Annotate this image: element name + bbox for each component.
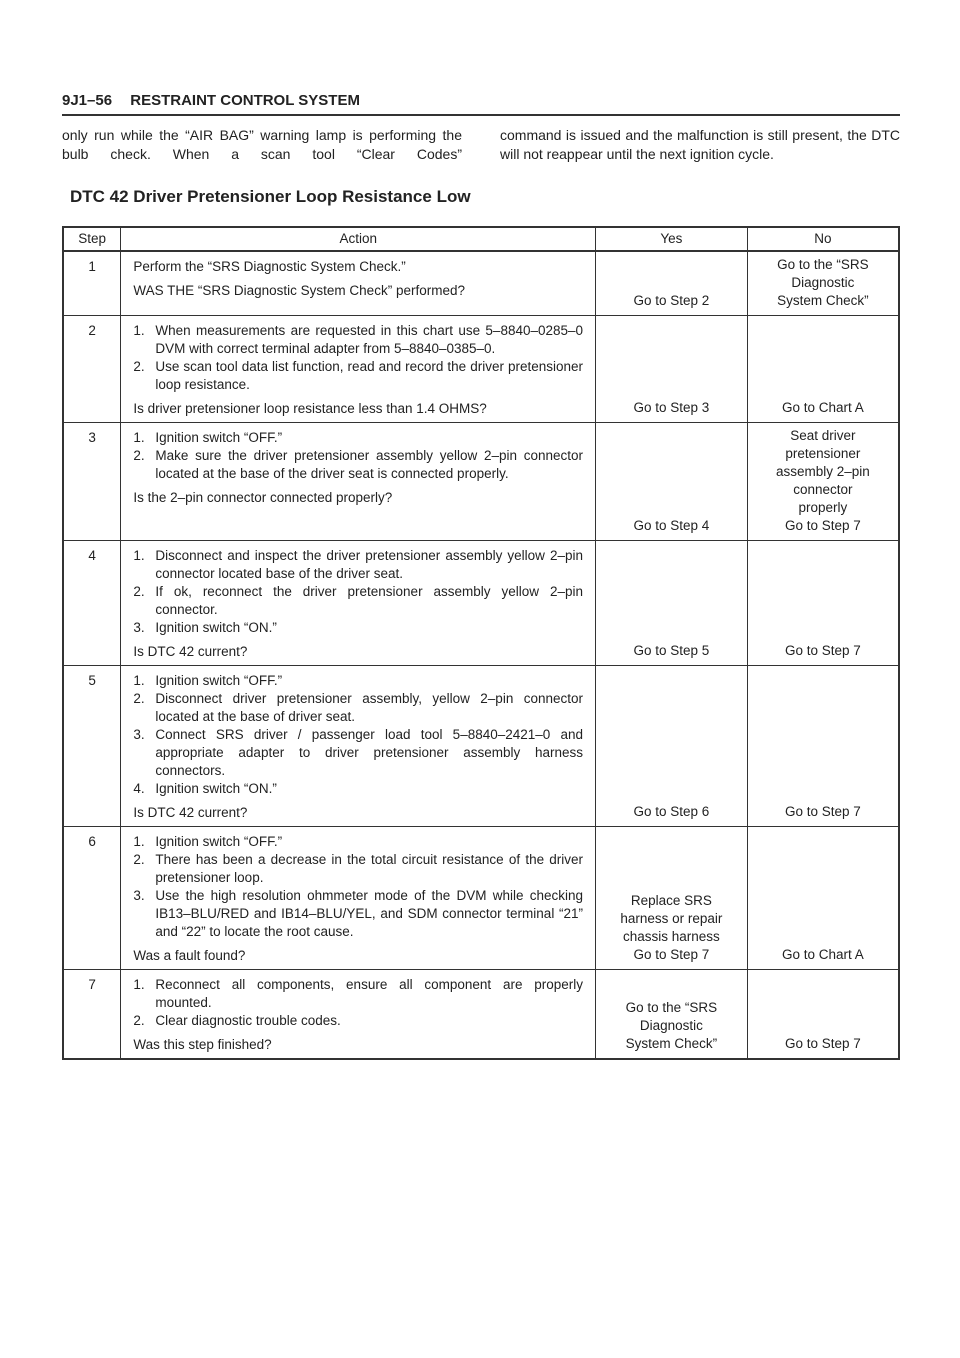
page-header [62,92,360,109]
yes-result-line: Replace SRS [630,893,712,908]
action-item-text: Make sure the driver pretensioner assembly yellow 2–pin connector located at the base of the driver seat is connected properly. [155,448,584,481]
action-item: 2. Clear diagnostic trouble codes. [133,1013,341,1028]
action-question: WAS THE “SRS Diagnostic System Check” performed? [133,283,465,298]
action-cell [121,423,596,541]
action-item: 1. When measurements are requested in this chart use 5–8840–0285–0 DVM with correct terminal adapter from 5–8840–0385–0. [133,323,584,356]
no-result-line: Seat driver [790,428,856,443]
no-result-line: Go to the “SRS [777,257,869,272]
header-no: No [747,227,899,251]
no-result-line: Go to Step 7 [784,643,861,658]
action-cell [121,316,596,423]
no-result-line: System Check” [777,293,869,308]
yes-result-line: Go to Step 3 [633,400,710,415]
yes-result-cell [596,423,748,541]
intro-text-right: command is issued and the malfunction is still present, the DTC will not reappear until the next ignition cycle. [500,127,900,162]
no-result-line: Go to Step 7 [784,518,861,533]
table-row [63,541,899,666]
step-number: 6 [63,827,121,970]
no-result-cell [747,251,899,316]
action-item: 1. Ignition switch “OFF.” [133,834,283,849]
action-item: 1. Ignition switch “OFF.” [133,673,283,688]
action-item: 2. There has been a decrease in the total circuit resistance of the driver pretensioner loop. [133,852,584,885]
yes-result-cell [596,316,748,423]
yes-result-cell [596,970,748,1060]
yes-result-cell [596,827,748,970]
table-row [63,251,899,316]
dtc-title: DTC 42 Driver Pretensioner Loop Resistance Low [70,187,471,206]
action-item-text: Disconnect driver pretensioner assembly, yellow 2–pin connector located at the base of driver seat. [155,691,584,724]
action-question: Was this step finished? [133,1037,272,1052]
header-yes: Yes [596,227,748,251]
no-result-cell [747,316,899,423]
action-item-text: Ignition switch “OFF.” [155,430,283,445]
yes-result-cell [596,666,748,827]
no-result-line: connector [793,482,853,497]
no-result-cell [747,541,899,666]
no-result-cell [747,827,899,970]
yes-result-line: Diagnostic [639,1018,703,1033]
action-question: Is driver pretensioner loop resistance less than 1.4 OHMS? [133,401,487,416]
action-item-text: Use scan tool data list function, read and record the driver pretensioner loop resistance. [155,359,584,392]
action-item: 2. If ok, reconnect the driver pretensioner assembly yellow 2–pin connector. [133,584,584,617]
no-result-line: Go to Chart A [781,400,864,415]
action-cell [121,666,596,827]
no-result-line: Go to Chart A [781,947,864,962]
action-item-text: Ignition switch “ON.” [155,620,277,635]
yes-result-line: harness or repair [620,911,723,926]
step-number: 4 [63,541,121,666]
action-item-text: Ignition switch “ON.” [155,781,277,796]
action-question: Was a fault found? [133,948,246,963]
table-row [63,666,899,827]
action-list [133,429,583,483]
yes-result-line: chassis harness [622,929,720,944]
no-result-cell [747,970,899,1060]
action-list [133,833,583,941]
action-item-text: Disconnect and inspect the driver pretensioner assembly yellow 2–pin connector located base of the driver seat. [155,548,584,581]
action-item: 3. Use the high resolution ohmmeter mode of the DVM while checking IB13–BLU/RED and IB14–BLU/YEL, and SDM connector terminal “21” and “22” to locate the root cause. [133,888,584,939]
step-number: 3 [63,423,121,541]
yes-result-line: Go to Step 6 [633,804,710,819]
no-result-line: pretensioner [785,446,861,461]
action-item: 1. Reconnect all components, ensure all component are properly mounted. [133,977,584,1010]
action-list [133,322,583,394]
action-cell [121,541,596,666]
action-text: Perform the “SRS Diagnostic System Check.” [133,259,406,274]
header-divider [62,114,900,116]
header-step: Step [63,227,121,251]
intro-text-left: only run while the “AIR BAG” warning lamp is performing the bulb check. When a scan tool “Clear Codes” [62,127,462,162]
action-item-text: If ok, reconnect the driver pretensioner assembly yellow 2–pin connector. [155,584,584,617]
no-result-line: Go to Step 7 [784,804,861,819]
step-number: 2 [63,316,121,423]
action-item-text: Connect SRS driver / passenger load tool 5–8840–2421–0 and appropriate adapter to driver pretensioner assembly harness connectors. [155,727,584,778]
header-action: Action [121,227,596,251]
action-item: 4. Ignition switch “ON.” [133,781,277,796]
yes-result-cell [596,541,748,666]
action-item-text: Clear diagnostic trouble codes. [155,1013,341,1028]
yes-result-line: Go to Step 2 [633,293,710,308]
yes-result-line: System Check” [625,1036,718,1051]
action-item-text: There has been a decrease in the total circuit resistance of the driver pretensioner loop. [155,852,584,885]
action-item-text: When measurements are requested in this chart use 5–8840–0285–0 DVM with correct terminal adapter from 5–8840–0385–0. [155,323,584,356]
action-item: 2. Make sure the driver pretensioner assembly yellow 2–pin connector located at the base of the driver seat is connected properly. [133,448,584,481]
yes-result-line: Go to Step 7 [633,947,710,962]
table-row [63,970,899,1060]
no-result-line: Go to Step 7 [784,1036,861,1051]
action-cell [121,251,596,316]
action-item: 1. Disconnect and inspect the driver pretensioner assembly yellow 2–pin connector located base of the driver seat. [133,548,584,581]
no-result-cell [747,423,899,541]
yes-result-line: Go to the “SRS [625,1000,718,1015]
table-row [63,423,899,541]
step-number: 7 [63,970,121,1060]
action-item: 3. Connect SRS driver / passenger load tool 5–8840–2421–0 and appropriate adapter to driver pretensioner assembly harness connectors. [133,727,584,778]
table-body [63,251,899,1059]
no-result-line: assembly 2–pin [775,464,870,479]
action-item-text: Use the high resolution ohmmeter mode of the DVM while checking IB13–BLU/RED and IB14–BLU/YEL, and SDM connector terminal “21” and “22” to locate the root cause. [155,888,584,939]
table-row [63,316,899,423]
action-item: 1. Ignition switch “OFF.” [133,430,283,445]
action-list [133,976,583,1030]
table-row [63,827,899,970]
yes-result-line: Go to Step 4 [633,518,710,533]
yes-result-line: Go to Step 5 [633,643,710,658]
page-code: 9J1–56 [62,92,113,109]
action-item: 2. Disconnect driver pretensioner assembly, yellow 2–pin connector located at the base of driver seat. [133,691,584,724]
action-list [133,672,583,798]
no-result-line: properly [798,500,848,515]
action-cell [121,970,596,1060]
no-result-cell [747,666,899,827]
action-list [133,547,583,637]
action-item: 2. Use scan tool data list function, read and record the driver pretensioner loop resistance. [133,359,584,392]
action-question: Is the 2–pin connector connected properly? [133,490,393,505]
table-header-row [63,227,899,251]
action-item-text: Reconnect all components, ensure all component are properly mounted. [155,977,584,1010]
section-title: RESTRAINT CONTROL SYSTEM [130,92,360,109]
step-number: 5 [63,666,121,827]
diagnostic-table [62,226,900,1060]
action-question: Is DTC 42 current? [133,644,248,659]
no-result-line: Diagnostic [791,275,855,290]
action-cell [121,827,596,970]
step-number: 1 [63,251,121,316]
action-item-text: Ignition switch “OFF.” [155,834,283,849]
action-item-text: Ignition switch “OFF.” [155,673,283,688]
action-question: Is DTC 42 current? [133,805,248,820]
action-item: 3. Ignition switch “ON.” [133,620,277,635]
yes-result-cell [596,251,748,316]
